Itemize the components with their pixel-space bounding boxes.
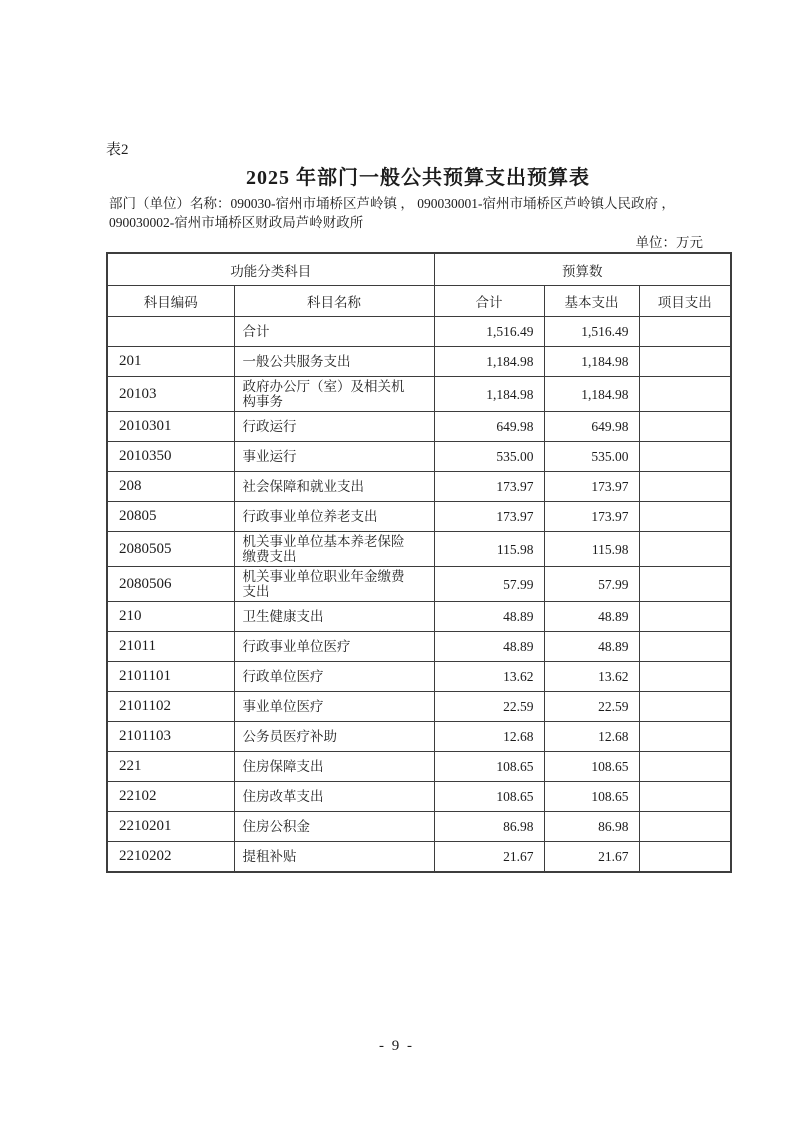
total-value-cell: 649.98 xyxy=(434,412,544,442)
total-value-cell: 48.89 xyxy=(434,632,544,662)
table-row xyxy=(107,347,731,377)
subject-name-cell: 政府办公厅（室）及相关机构事务 xyxy=(234,377,434,412)
project-expenditure-cell xyxy=(639,472,731,502)
project-expenditure-cell xyxy=(639,502,731,532)
subject-name-cell: 机关事业单位职业年金缴费支出 xyxy=(234,567,434,602)
subject-name-cell: 事业运行 xyxy=(234,442,434,472)
table-row xyxy=(107,442,731,472)
subject-name-cell: 住房保障支出 xyxy=(234,752,434,782)
project-expenditure-cell xyxy=(639,347,731,377)
subject-name-cell: 行政运行 xyxy=(234,412,434,442)
project-expenditure-cell xyxy=(639,567,731,602)
basic-expenditure-cell: 13.62 xyxy=(544,662,639,692)
total-value-cell: 108.65 xyxy=(434,782,544,812)
subject-code-cell: 208 xyxy=(107,472,234,502)
subject-code-cell: 2080506 xyxy=(107,567,234,602)
basic-expenditure-cell: 1,184.98 xyxy=(544,377,639,412)
basic-expenditure-cell: 173.97 xyxy=(544,502,639,532)
subject-name-cell: 住房公积金 xyxy=(234,812,434,842)
basic-expenditure-cell: 21.67 xyxy=(544,842,639,873)
total-value-cell: 21.67 xyxy=(434,842,544,873)
total-value-cell: 108.65 xyxy=(434,752,544,782)
header-budget-figures: 预算数 xyxy=(434,253,731,286)
table-row xyxy=(107,317,731,347)
project-expenditure-cell xyxy=(639,602,731,632)
total-value-cell: 173.97 xyxy=(434,502,544,532)
total-value-cell: 1,184.98 xyxy=(434,347,544,377)
department-line-1: 部门（单位）名称：090030-宿州市埇桥区芦岭镇 ， 090030001-宿州市埇桥区芦岭镇人民政府 ， xyxy=(109,196,675,211)
total-value-cell: 22.59 xyxy=(434,692,544,722)
subject-code-cell: 2101102 xyxy=(107,692,234,722)
table-row xyxy=(107,602,731,632)
subject-name-cell: 住房改革支出 xyxy=(234,782,434,812)
basic-expenditure-cell: 535.00 xyxy=(544,442,639,472)
subject-code-cell: 2101101 xyxy=(107,662,234,692)
column-header-total: 合计 xyxy=(434,286,544,317)
subject-code-cell: 20103 xyxy=(107,377,234,412)
page-title: 2025 年部门一般公共预算支出预算表 xyxy=(246,167,590,189)
subject-code-cell: 22102 xyxy=(107,782,234,812)
subject-name-cell: 机关事业单位基本养老保险缴费支出 xyxy=(234,532,434,567)
project-expenditure-cell xyxy=(639,662,731,692)
department-info xyxy=(109,194,725,232)
total-value-cell: 115.98 xyxy=(434,532,544,567)
basic-expenditure-cell: 22.59 xyxy=(544,692,639,722)
project-expenditure-cell xyxy=(639,752,731,782)
unit-label: 单位：万元 xyxy=(635,235,703,250)
table-row xyxy=(107,532,731,567)
table-row xyxy=(107,632,731,662)
subject-name-cell: 公务员医疗补助 xyxy=(234,722,434,752)
basic-expenditure-cell: 12.68 xyxy=(544,722,639,752)
project-expenditure-cell xyxy=(639,632,731,662)
table-header-column-row xyxy=(107,286,731,317)
project-expenditure-cell xyxy=(639,722,731,752)
subject-name-cell: 社会保障和就业支出 xyxy=(234,472,434,502)
total-value-cell: 173.97 xyxy=(434,472,544,502)
project-expenditure-cell xyxy=(639,412,731,442)
project-expenditure-cell xyxy=(639,842,731,873)
basic-expenditure-cell: 173.97 xyxy=(544,472,639,502)
table-row xyxy=(107,567,731,602)
subject-name-cell: 合计 xyxy=(234,317,434,347)
project-expenditure-cell xyxy=(639,782,731,812)
subject-name-cell: 提租补贴 xyxy=(234,842,434,873)
table-row xyxy=(107,377,731,412)
subject-name-cell: 行政事业单位医疗 xyxy=(234,632,434,662)
project-expenditure-cell xyxy=(639,317,731,347)
table-number-label: 表2 xyxy=(106,142,129,158)
basic-expenditure-cell: 48.89 xyxy=(544,632,639,662)
basic-expenditure-cell: 115.98 xyxy=(544,532,639,567)
subject-name-cell: 卫生健康支出 xyxy=(234,602,434,632)
table-row xyxy=(107,722,731,752)
basic-expenditure-cell: 649.98 xyxy=(544,412,639,442)
subject-code-cell: 221 xyxy=(107,752,234,782)
subject-name-cell: 事业单位医疗 xyxy=(234,692,434,722)
basic-expenditure-cell: 57.99 xyxy=(544,567,639,602)
basic-expenditure-cell: 48.89 xyxy=(544,602,639,632)
subject-code-cell: 2080505 xyxy=(107,532,234,567)
table-body xyxy=(107,317,731,873)
subject-code-cell: 2210201 xyxy=(107,812,234,842)
basic-expenditure-cell: 108.65 xyxy=(544,782,639,812)
column-header-project-expenditure: 项目支出 xyxy=(639,286,731,317)
table-row xyxy=(107,472,731,502)
project-expenditure-cell xyxy=(639,812,731,842)
subject-code-cell: 2010350 xyxy=(107,442,234,472)
subject-code-cell: 2101103 xyxy=(107,722,234,752)
table-row xyxy=(107,752,731,782)
project-expenditure-cell xyxy=(639,442,731,472)
total-value-cell: 1,516.49 xyxy=(434,317,544,347)
subject-code-cell: 21011 xyxy=(107,632,234,662)
basic-expenditure-cell: 86.98 xyxy=(544,812,639,842)
subject-code-cell xyxy=(107,317,234,347)
basic-expenditure-cell: 1,184.98 xyxy=(544,347,639,377)
table-header-group-row xyxy=(107,253,731,286)
total-value-cell: 1,184.98 xyxy=(434,377,544,412)
project-expenditure-cell xyxy=(639,692,731,722)
page-number: - 9 - xyxy=(379,1038,414,1054)
total-value-cell: 57.99 xyxy=(434,567,544,602)
total-value-cell: 48.89 xyxy=(434,602,544,632)
budget-table xyxy=(106,252,732,873)
table-row xyxy=(107,502,731,532)
table-row xyxy=(107,692,731,722)
basic-expenditure-cell: 108.65 xyxy=(544,752,639,782)
total-value-cell: 13.62 xyxy=(434,662,544,692)
project-expenditure-cell xyxy=(639,377,731,412)
table-row xyxy=(107,662,731,692)
basic-expenditure-cell: 1,516.49 xyxy=(544,317,639,347)
subject-code-cell: 20805 xyxy=(107,502,234,532)
subject-code-cell: 2010301 xyxy=(107,412,234,442)
subject-name-cell: 一般公共服务支出 xyxy=(234,347,434,377)
total-value-cell: 12.68 xyxy=(434,722,544,752)
total-value-cell: 86.98 xyxy=(434,812,544,842)
table-row xyxy=(107,842,731,873)
subject-code-cell: 2210202 xyxy=(107,842,234,873)
column-header-subject-code: 科目编码 xyxy=(107,286,234,317)
table-row xyxy=(107,812,731,842)
table-row xyxy=(107,412,731,442)
subject-name-cell: 行政事业单位养老支出 xyxy=(234,502,434,532)
table-row xyxy=(107,782,731,812)
subject-code-cell: 201 xyxy=(107,347,234,377)
column-header-subject-name: 科目名称 xyxy=(234,286,434,317)
project-expenditure-cell xyxy=(639,532,731,567)
subject-code-cell: 210 xyxy=(107,602,234,632)
column-header-basic-expenditure: 基本支出 xyxy=(544,286,639,317)
subject-name-cell: 行政单位医疗 xyxy=(234,662,434,692)
total-value-cell: 535.00 xyxy=(434,442,544,472)
department-line-2: 090030002-宿州市埇桥区财政局芦岭财政所 xyxy=(109,215,364,230)
header-functional-classification: 功能分类科目 xyxy=(107,253,434,286)
